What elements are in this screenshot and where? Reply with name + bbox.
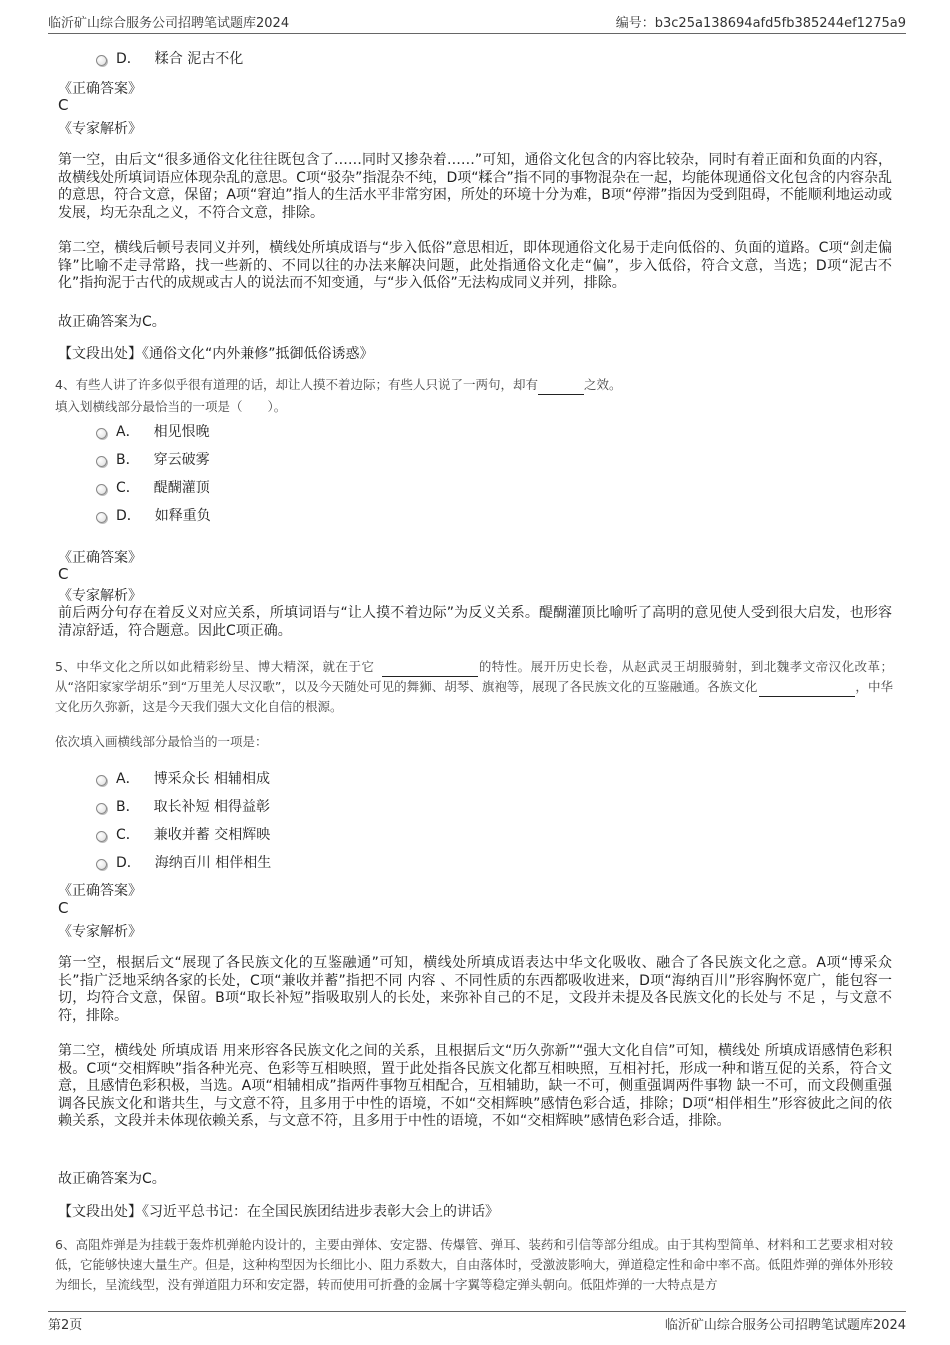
q4-instruction: 填入划横线部分最恰当的一项是（ ）。 (55, 399, 287, 414)
q5-analysis-p1: 第一空，根据后文“展现了各民族文化的互鉴融通”可知，横线处所填成语表达中华文化吸收、融合了各民族文化之意。A项“博采众长”指广泛地采纳各家的长处，C项“兼收并蓄”指把不同 内容 、不同性质的东西都吸收进来，D项“海纳百川”形容胸怀宽广，能包容一切，均符合文意，保留。B项“取长补短”指吸取别人的长处，来弥补自己的不足，文段并未提及各民族文化的长处与 不足 ，与文意不符，排除。 (58, 955, 892, 1024)
radio-icon[interactable] (96, 512, 107, 523)
option-letter: B． (116, 452, 140, 468)
q5-blank-1 (382, 662, 478, 677)
q4-answer-heading: 《正确答案》 (58, 550, 142, 566)
radio-icon[interactable] (96, 803, 107, 814)
radio-icon[interactable] (96, 831, 107, 842)
q4-stem-text: 4、有些人讲了许多似乎很有道理的话，却让人摸不着边际；有些人只说了一两句，却有 (55, 377, 538, 392)
q4-option-d[interactable] (96, 505, 211, 525)
radio-icon[interactable] (96, 428, 107, 439)
q5-option-c[interactable] (96, 824, 270, 844)
option-letter: A． (116, 424, 140, 440)
q3-analysis-heading: 《专家解析》 (58, 121, 142, 137)
source-label: 【文段出处】 (58, 1204, 142, 1220)
q5-blank-2 (759, 682, 855, 697)
q4-stem (55, 375, 893, 395)
q4-analysis: 前后两分句存在着反义对应关系，所填词语与“让人摸不着边际”为反义关系。醍醐灌顶比喻听了高明的意见使人受到很大启发，也形容清凉舒适，符合题意。因此C项正确。 (58, 605, 892, 639)
q3-conclusion: 故正确答案为C。 (58, 314, 166, 330)
q4-option-c[interactable] (96, 477, 210, 497)
q4-stem-end: 之效。 (583, 377, 622, 392)
option-letter: B． (116, 799, 140, 815)
q5-source (58, 1201, 499, 1221)
radio-icon[interactable] (96, 456, 107, 467)
header-title: 临沂矿山综合服务公司招聘笔试题库2024 (48, 16, 290, 31)
q5-analysis-heading: 《专家解析》 (58, 924, 142, 940)
radio-icon[interactable] (96, 859, 107, 870)
option-text: 相见恨晚 (153, 424, 210, 440)
q5-option-b[interactable] (96, 796, 270, 816)
page-header (48, 12, 906, 32)
footer-title: 临沂矿山综合服务公司招聘笔试题库2024 (664, 1318, 906, 1333)
q4-blank (538, 380, 584, 395)
source-title: 《通俗文化“内外兼修”抵御低俗诱惑》 (142, 346, 374, 362)
radio-icon[interactable] (96, 55, 107, 66)
option-letter: D． (116, 508, 141, 524)
q5-analysis-p2: 第二空，横线处 所填成语 用来形容各民族文化之间的关系，且根据后文“历久弥新”“强大文化自信”可知，横线处 所填成语感情色彩积极。C项“交相辉映”指各种光亮、色彩等互相映照，置于此处指各民族文化都互相映照，互相衬托，形成一种和谐互促的关系，符合文意，且感情色彩积极，当选。A项“相辅相成”指两件事物互相配合，互相辅助，缺一不可，侧重强调两件事物 缺一不可，而文段侧重强调各民族文化和谐共生，与文意不符，且多用于中性的语境，不如“交相辉映”感情色彩合适，排除；D项“相伴相生”形容彼此之间的依赖关系，文段并未体现依赖关系，与文意不符，且多用于中性的语境，不如“交相辉映”感情色彩合适，排除。 (58, 1043, 892, 1129)
radio-icon[interactable] (96, 775, 107, 786)
q4-option-a[interactable] (96, 421, 210, 441)
option-letter: C． (116, 480, 140, 496)
footer-divider (48, 1311, 906, 1312)
q5-instruction: 依次填入画横线部分最恰当的一项是： (55, 734, 268, 749)
q5-stem (55, 657, 893, 717)
page-footer (48, 1314, 906, 1334)
page-number: 第2页 (48, 1318, 83, 1333)
q5-option-a[interactable] (96, 768, 270, 788)
source-label: 【文段出处】 (58, 346, 142, 362)
radio-icon[interactable] (96, 484, 107, 495)
q3-source (58, 343, 374, 363)
q3-analysis-p2: 第二空，横线后顿号表同义并列，横线处所填成语与“步入低俗”意思相近，即体现通俗文化易于走向低俗的、负面的道路。C项“剑走偏锋”比喻不走寻常路，找一些新的、不同以往的办法来解决问题，此处指通俗文化走“偏”，步入低俗，符合文意，当选；D项“泥古不化”指拘泥于古代的成规或古人的说法而不知变通，与“步入低俗”无法构成同义并列，排除。 (58, 240, 892, 291)
q3-option-d[interactable] (96, 48, 243, 68)
q5-option-d[interactable] (96, 852, 271, 872)
q3-answer: C (58, 96, 69, 114)
option-letter: D． (116, 855, 141, 871)
option-text: 博采众长 相辅相成 (153, 771, 271, 787)
header-doc-id: 编号：b3c25a138694afd5fb385244ef1275a9 (615, 16, 906, 31)
q4-answer: C (58, 565, 69, 583)
option-letter: C． (116, 827, 140, 843)
option-text: 如释重负 (154, 508, 211, 524)
source-title: 《习近平总书记：在全国民族团结进步表彰大会上的讲话》 (142, 1204, 499, 1220)
q3-answer-heading: 《正确答案》 (58, 81, 142, 97)
q5-stem-1b: 的特性。展开历史长卷，从赵武灵王胡服骑射，到北魏孝文帝汉化改 (478, 659, 868, 674)
q5-stem-1a: 5、中华文化之所以如此精彩纷呈、博大精深，就在于它 (55, 659, 375, 674)
q3-analysis-p1: 第一空，由后文“很多通俗文化往往既包含了……同时又掺杂着……”可知，通俗文化包含的内容比较杂，同时有着正面和负面的内容，故横线处所填词语应体现杂乱的意思。C项“驳杂”指混杂不纯，D项“糅合”指不同的事物混杂在一起，均能体现通俗文化包含的内容杂乱的意思，符合文意，保留；A项“窘迫”指人的生活水平非常穷困，所处的环境十分为难，B项“停滞”指因为受到阻碍，不能顺利地运动或发展，均无杂乱之义，不符合文意，排除。 (58, 152, 892, 221)
q5-answer-heading: 《正确答案》 (58, 883, 142, 899)
option-text: 醍醐灌顶 (153, 480, 210, 496)
header-divider (48, 33, 906, 34)
option-text: 穿云破雾 (153, 452, 210, 468)
q5-stem-2: 革；从“洛阳家家学胡乐”到“万里羌人尽汉歌”，以及今天随处可见的舞狮、胡琴、旗袍等，展现了各民族文化的互鉴融通。各族文化 (55, 659, 893, 694)
q5-answer: C (58, 899, 69, 917)
q5-conclusion: 故正确答案为C。 (58, 1171, 166, 1187)
option-text: 海纳百川 相伴相生 (154, 855, 272, 871)
q4-analysis-heading: 《专家解析》 (58, 588, 142, 604)
option-letter: A． (116, 771, 140, 787)
option-text: 兼收并蓄 交相辉映 (153, 827, 271, 843)
option-text: 取长补短 相得益彰 (153, 799, 271, 815)
option-letter: D． (116, 51, 141, 67)
option-text: 糅合 泥古不化 (154, 51, 244, 67)
q4-option-b[interactable] (96, 449, 210, 469)
q5-stem-3b: ，中华文化历久弥新，这是今天我们强大文化自信的根源。 (55, 679, 893, 714)
q6-stem: 6、高阻炸弹是为挂载于轰炸机弹舱内设计的，主要由弹体、安定器、传爆管、弹耳、装药和引信等部分组成。由于其构型简单、材料和工艺要求相对较低，它能够快速大量生产。但是，这种构型因为长细比小、阻力系数大，自由落体时，受激波影响大，弹道稳定性和命中率不高。低阻炸弹的弹体外形较为细长，呈流线型，没有弹道阻力环和安定器，转而使用可折叠的金属十字翼等稳定弹头朝向。低阻炸弹的一大特点是方 (55, 1237, 893, 1292)
